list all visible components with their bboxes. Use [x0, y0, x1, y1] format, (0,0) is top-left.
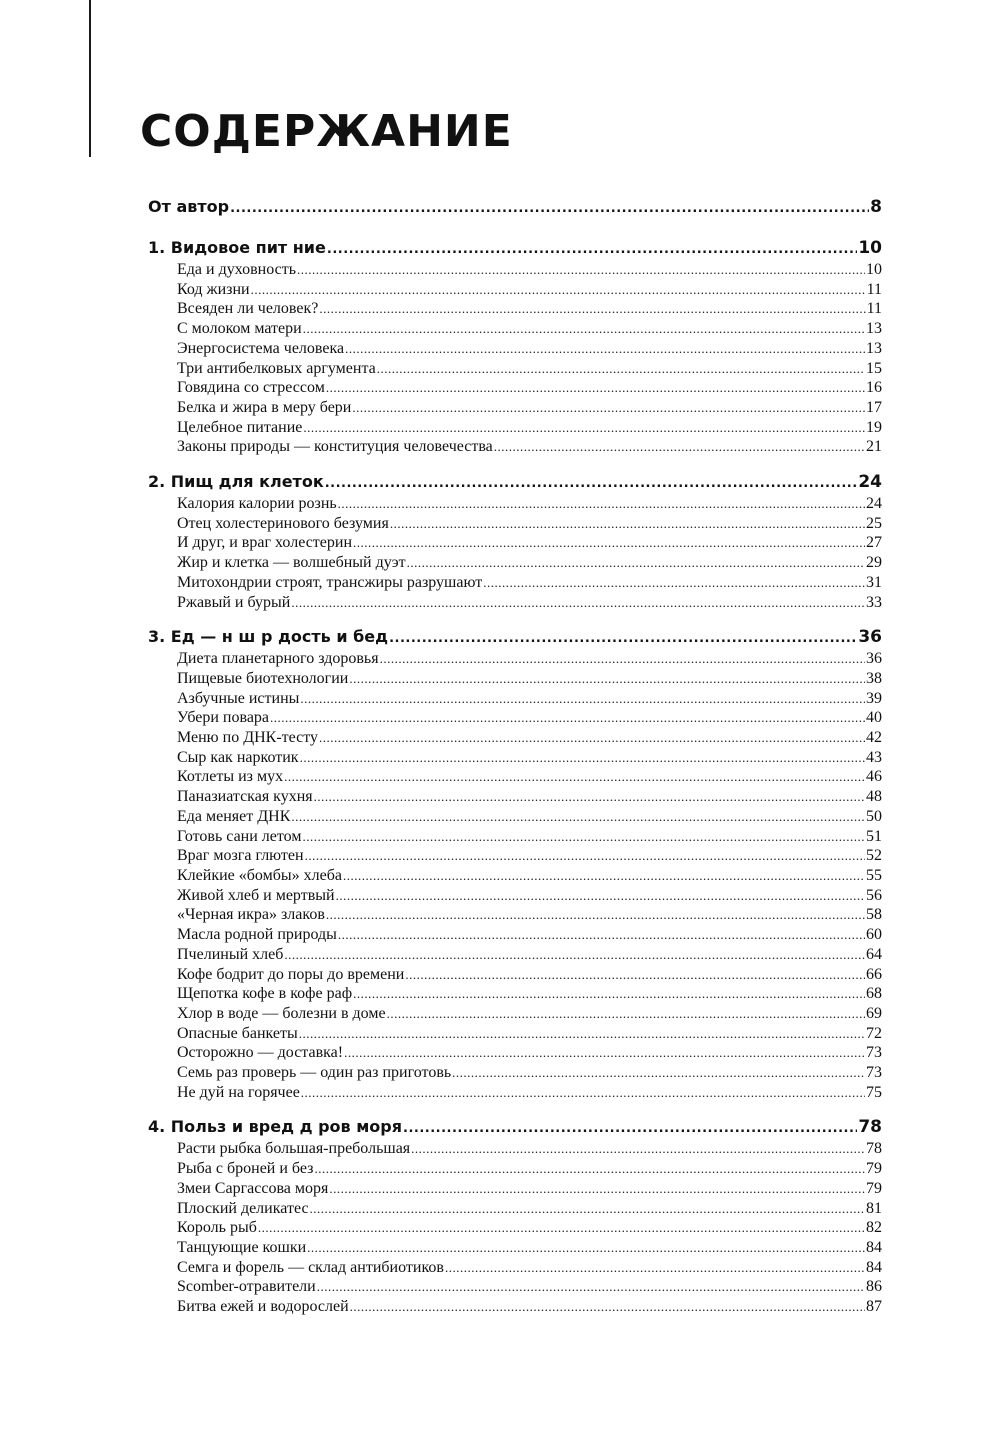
toc-item-title: Щепотка кофе в кофе раф [177, 985, 353, 1003]
toc-item-page-number: 72 [866, 1024, 882, 1042]
toc-item-title: С молоком матери [177, 320, 302, 338]
toc-item-page-number: 87 [866, 1298, 882, 1316]
toc-item-title: Кофе бодрит до поры до времени [177, 965, 405, 983]
toc-item-title: Калория калории рознь [177, 495, 337, 513]
toc-item-page-number: 66 [866, 965, 882, 983]
toc-item-page-number: 25 [866, 514, 882, 532]
toc-item[interactable] [148, 1004, 882, 1024]
toc-item-page-number: 11 [866, 300, 882, 318]
toc-item-page-number: 13 [866, 320, 882, 338]
dot-leader [377, 359, 865, 379]
toc-item-page-number: 13 [866, 339, 882, 357]
toc-item-title: Азбучные истины [177, 689, 300, 707]
toc-item-page-number: 84 [866, 1258, 882, 1276]
dot-leader [483, 573, 865, 593]
toc-item[interactable] [148, 260, 882, 280]
dot-leader [303, 418, 865, 438]
dot-leader [317, 1277, 865, 1297]
page-title: СОДЕРЖАНИЕ [140, 106, 513, 157]
toc-item-title: Целебное питание [177, 418, 303, 436]
dot-leader [343, 866, 865, 886]
toc-item[interactable] [148, 866, 882, 886]
toc-item-page-number: 27 [866, 534, 882, 552]
toc-item[interactable] [148, 1277, 882, 1297]
dot-leader [494, 437, 865, 457]
dot-leader [319, 728, 865, 748]
dot-leader [302, 827, 865, 847]
toc-item[interactable] [148, 708, 882, 728]
dot-leader [326, 378, 865, 398]
dot-leader [325, 473, 858, 494]
toc-item[interactable] [148, 418, 882, 438]
toc-item-title: Семга и форель — склад антибиотиков [177, 1258, 444, 1276]
toc-item-title: Убери повара [177, 709, 270, 727]
toc-item-title: Пищевые биотехнологии [177, 669, 349, 687]
toc-item-page-number: 48 [866, 788, 882, 806]
toc-item[interactable] [148, 669, 882, 689]
toc-item-title: И друг, и враг холестерин [177, 534, 353, 552]
dot-leader [353, 984, 865, 1004]
toc-item-page-number: 56 [866, 886, 882, 904]
toc-item[interactable] [148, 593, 882, 613]
toc-item[interactable] [148, 1238, 882, 1258]
chapter-page-number: 10 [858, 238, 882, 258]
toc-item-page-number: 86 [866, 1278, 882, 1296]
toc-item-title: Говядина со стрессом [177, 379, 325, 397]
chapter-title: 1. Видовое пит ние [148, 238, 326, 257]
toc-item-page-number: 75 [866, 1083, 882, 1101]
toc-item-title: Ржавый и бурый [177, 593, 291, 611]
toc-item-page-number: 16 [866, 379, 882, 397]
toc-item-page-number: 17 [866, 398, 882, 416]
dot-leader [345, 339, 865, 359]
toc-item[interactable] [148, 1159, 882, 1179]
dot-leader [327, 239, 857, 260]
dot-leader [387, 1004, 865, 1024]
toc-item-title: Диета планетарного здоровья [177, 650, 379, 668]
toc-item[interactable] [148, 886, 882, 906]
toc-item[interactable] [148, 339, 882, 359]
toc-item[interactable] [148, 767, 882, 787]
toc-item[interactable] [148, 827, 882, 847]
toc-item-page-number: 10 [866, 261, 882, 278]
toc-item-title: Битва ежей и водорослей [177, 1298, 349, 1316]
toc-item[interactable] [148, 984, 882, 1004]
toc-item-page-number: 60 [866, 926, 882, 944]
toc-item-page-number: 79 [866, 1160, 882, 1178]
dot-leader [344, 1043, 865, 1063]
toc-item-page-number: 33 [866, 593, 882, 611]
dot-leader [303, 319, 865, 339]
toc-item-page-number: 24 [866, 495, 882, 513]
toc-item-page-number: 31 [866, 573, 882, 591]
toc-item[interactable] [148, 748, 882, 768]
dot-leader [319, 299, 865, 319]
dot-leader [314, 787, 865, 807]
dot-leader [299, 1024, 865, 1044]
chapter-heading[interactable] [148, 237, 882, 260]
toc-item-page-number: 42 [866, 729, 882, 747]
dot-leader [300, 748, 865, 768]
toc-item-page-number: 68 [866, 985, 882, 1003]
toc-item[interactable] [148, 553, 882, 573]
dot-leader [390, 514, 865, 534]
toc-intro-entry[interactable] [148, 196, 882, 219]
dot-leader [389, 628, 857, 649]
dot-leader [352, 398, 865, 418]
dot-leader [336, 886, 865, 906]
dot-leader [258, 1218, 865, 1238]
dot-leader [338, 925, 865, 945]
toc-item-page-number: 40 [866, 709, 882, 727]
toc-item-page-number: 29 [866, 554, 882, 572]
toc-item-page-number: 36 [866, 650, 882, 668]
toc-item-page-number: 55 [866, 866, 882, 884]
toc-item[interactable] [148, 649, 882, 669]
toc-item[interactable] [148, 319, 882, 339]
toc-item-title: Живой хлеб и мертвый [177, 886, 335, 904]
toc-item-page-number: 73 [866, 1044, 882, 1062]
toc-item[interactable] [148, 514, 882, 534]
chapter-page-number: 78 [858, 1117, 882, 1138]
chapter-block [148, 471, 882, 612]
chapter-block [148, 1116, 882, 1316]
toc-item-title: Не дуй на горячее [177, 1083, 300, 1101]
dot-leader [310, 1199, 865, 1219]
toc-item-title: Рыба с броней и без [177, 1160, 314, 1178]
toc-item[interactable] [148, 1218, 882, 1238]
dot-leader [338, 494, 865, 514]
dot-leader [350, 1297, 865, 1317]
dot-leader [307, 1238, 865, 1258]
dot-leader [297, 260, 865, 280]
toc-item[interactable] [148, 925, 882, 945]
toc-item[interactable] [148, 533, 882, 553]
toc-item-page-number: 84 [866, 1238, 882, 1256]
toc-item-page-number: 69 [866, 1004, 882, 1022]
table-of-contents [148, 196, 882, 1331]
dot-leader [284, 945, 865, 965]
toc-item-page-number: 11 [866, 280, 882, 298]
toc-item-title: Паназиатская кухня [177, 788, 313, 806]
toc-item[interactable] [148, 398, 882, 418]
toc-item-title: Жир и клетка — волшебный дуэт [177, 554, 406, 572]
chapter-title: 2. Пищ для клеток [148, 472, 324, 492]
toc-item[interactable] [148, 437, 882, 457]
dot-leader [251, 280, 866, 300]
toc-entry-label: От автор [148, 197, 230, 216]
toc-item-page-number: 38 [866, 669, 882, 687]
toc-item-title: Хлор в воде — болезни в доме [177, 1004, 386, 1022]
dot-leader [329, 1179, 865, 1199]
toc-item[interactable] [148, 299, 882, 319]
toc-item-title: Враг мозга глютен [177, 847, 304, 865]
toc-item-title: Всеяден ли человек? [177, 300, 319, 318]
toc-item-page-number: 58 [866, 906, 882, 924]
dot-leader [403, 1118, 857, 1139]
dot-leader [270, 708, 865, 728]
toc-item-title: Король рыб [177, 1219, 257, 1237]
toc-item[interactable] [148, 1179, 882, 1199]
toc-item-title: Энергосистема человека [177, 339, 345, 357]
dot-leader [407, 553, 865, 573]
toc-item-title: Масла родной природы [177, 926, 337, 944]
toc-item-title: Scomber-отравители [177, 1278, 316, 1296]
toc-item-title: Клейкие «бомбы» хлеба [177, 866, 342, 884]
toc-item[interactable] [148, 846, 882, 866]
chapter-heading[interactable] [148, 471, 882, 494]
toc-item-title: Отец холестеринового безумия [177, 514, 389, 532]
toc-item-title: Осторожно — доставка! [177, 1044, 344, 1062]
dot-leader [301, 1083, 865, 1103]
toc-item-page-number: 21 [866, 438, 882, 456]
toc-item-title: Змеи Саргассова моря [177, 1179, 329, 1197]
toc-item[interactable] [148, 1199, 882, 1219]
chapter-title: 4. Польз и вред д ров моря [148, 1117, 402, 1137]
toc-item[interactable] [148, 280, 882, 300]
toc-item[interactable] [148, 1297, 882, 1317]
toc-item[interactable] [148, 787, 882, 807]
dot-leader [284, 767, 865, 787]
toc-item-title: Митохондрии строят, трансжиры разрушают [177, 573, 483, 591]
toc-item-title: Опасные банкеты [177, 1024, 298, 1042]
toc-item-title: «Черная икра» злаков [177, 906, 325, 924]
dot-leader [405, 965, 865, 985]
dot-leader [411, 1139, 865, 1159]
toc-item-title: Еда меняет ДНК [177, 807, 291, 825]
dot-leader [291, 593, 865, 613]
chapter-block [148, 237, 882, 457]
toc-item[interactable] [148, 1063, 882, 1083]
toc-item[interactable] [148, 905, 882, 925]
toc-item[interactable] [148, 378, 882, 398]
dot-leader [230, 198, 869, 219]
dot-leader [326, 905, 865, 925]
toc-item-page-number: 50 [866, 807, 882, 825]
toc-item-title: Пчелиный хлеб [177, 945, 284, 963]
toc-item[interactable] [148, 728, 882, 748]
toc-page-number: 8 [870, 197, 882, 217]
toc-item[interactable] [148, 807, 882, 827]
toc-item[interactable] [148, 1043, 882, 1063]
dot-leader [349, 669, 865, 689]
toc-item-title: Меню по ДНК-тесту [177, 729, 319, 747]
toc-item-page-number: 82 [866, 1219, 882, 1237]
toc-item-title: Готовь сани летом [177, 827, 302, 845]
toc-item-page-number: 39 [866, 689, 882, 707]
toc-item-title: Котлеты из мух [177, 768, 284, 786]
dot-leader [380, 649, 865, 669]
toc-item[interactable] [148, 1139, 882, 1159]
chapter-heading[interactable] [148, 1116, 882, 1139]
dot-leader [353, 533, 865, 553]
chapter-heading[interactable] [148, 626, 882, 649]
toc-item-title: Белка и жира в меру бери [177, 398, 352, 416]
toc-item-page-number: 46 [866, 768, 882, 786]
chapter-page-number: 36 [858, 627, 882, 648]
chapter-block [148, 626, 882, 1102]
toc-item-title: Плоский деликатес [177, 1199, 309, 1217]
toc-item-page-number: 64 [866, 945, 882, 963]
dot-leader [314, 1159, 865, 1179]
dot-leader [305, 846, 865, 866]
toc-item-title: Танцующие кошки [177, 1238, 307, 1256]
toc-item-page-number: 52 [866, 847, 882, 865]
dot-leader [291, 807, 865, 827]
toc-item[interactable] [148, 945, 882, 965]
toc-item[interactable] [148, 573, 882, 593]
toc-item-title: Код жизни [177, 280, 250, 298]
toc-item-title: Семь раз проверь — один раз приготовь [177, 1064, 452, 1082]
toc-item-page-number: 51 [866, 827, 882, 845]
chapter-page-number: 24 [858, 472, 882, 493]
toc-item-page-number: 73 [866, 1064, 882, 1082]
toc-item-page-number: 15 [866, 359, 882, 377]
toc-item-title: Сыр как наркотик [177, 748, 299, 766]
toc-item-title: Законы природы — конституция человечества [177, 438, 493, 456]
dot-leader [452, 1063, 865, 1083]
toc-item[interactable] [148, 1258, 882, 1278]
toc-item[interactable] [148, 359, 882, 379]
toc-item-page-number: 78 [866, 1140, 882, 1158]
toc-item[interactable] [148, 965, 882, 985]
toc-item[interactable] [148, 1024, 882, 1044]
dot-leader [300, 689, 865, 709]
margin-rule [89, 0, 91, 157]
toc-item-page-number: 43 [866, 748, 882, 766]
toc-item-page-number: 81 [866, 1199, 882, 1217]
toc-item[interactable] [148, 1083, 882, 1103]
toc-item-title: Три антибелковых аргумента [177, 359, 376, 377]
toc-item-page-number: 19 [866, 418, 882, 436]
chapter-title: 3. Ед — н ш р дость и бед [148, 627, 389, 647]
toc-item-page-number: 79 [866, 1179, 882, 1197]
dot-leader [445, 1258, 865, 1278]
toc-item[interactable] [148, 494, 882, 514]
toc-item-title: Расти рыбка большая-пребольшая [177, 1140, 411, 1158]
toc-item[interactable] [148, 689, 882, 709]
toc-item-title: Еда и духовность [177, 261, 297, 278]
